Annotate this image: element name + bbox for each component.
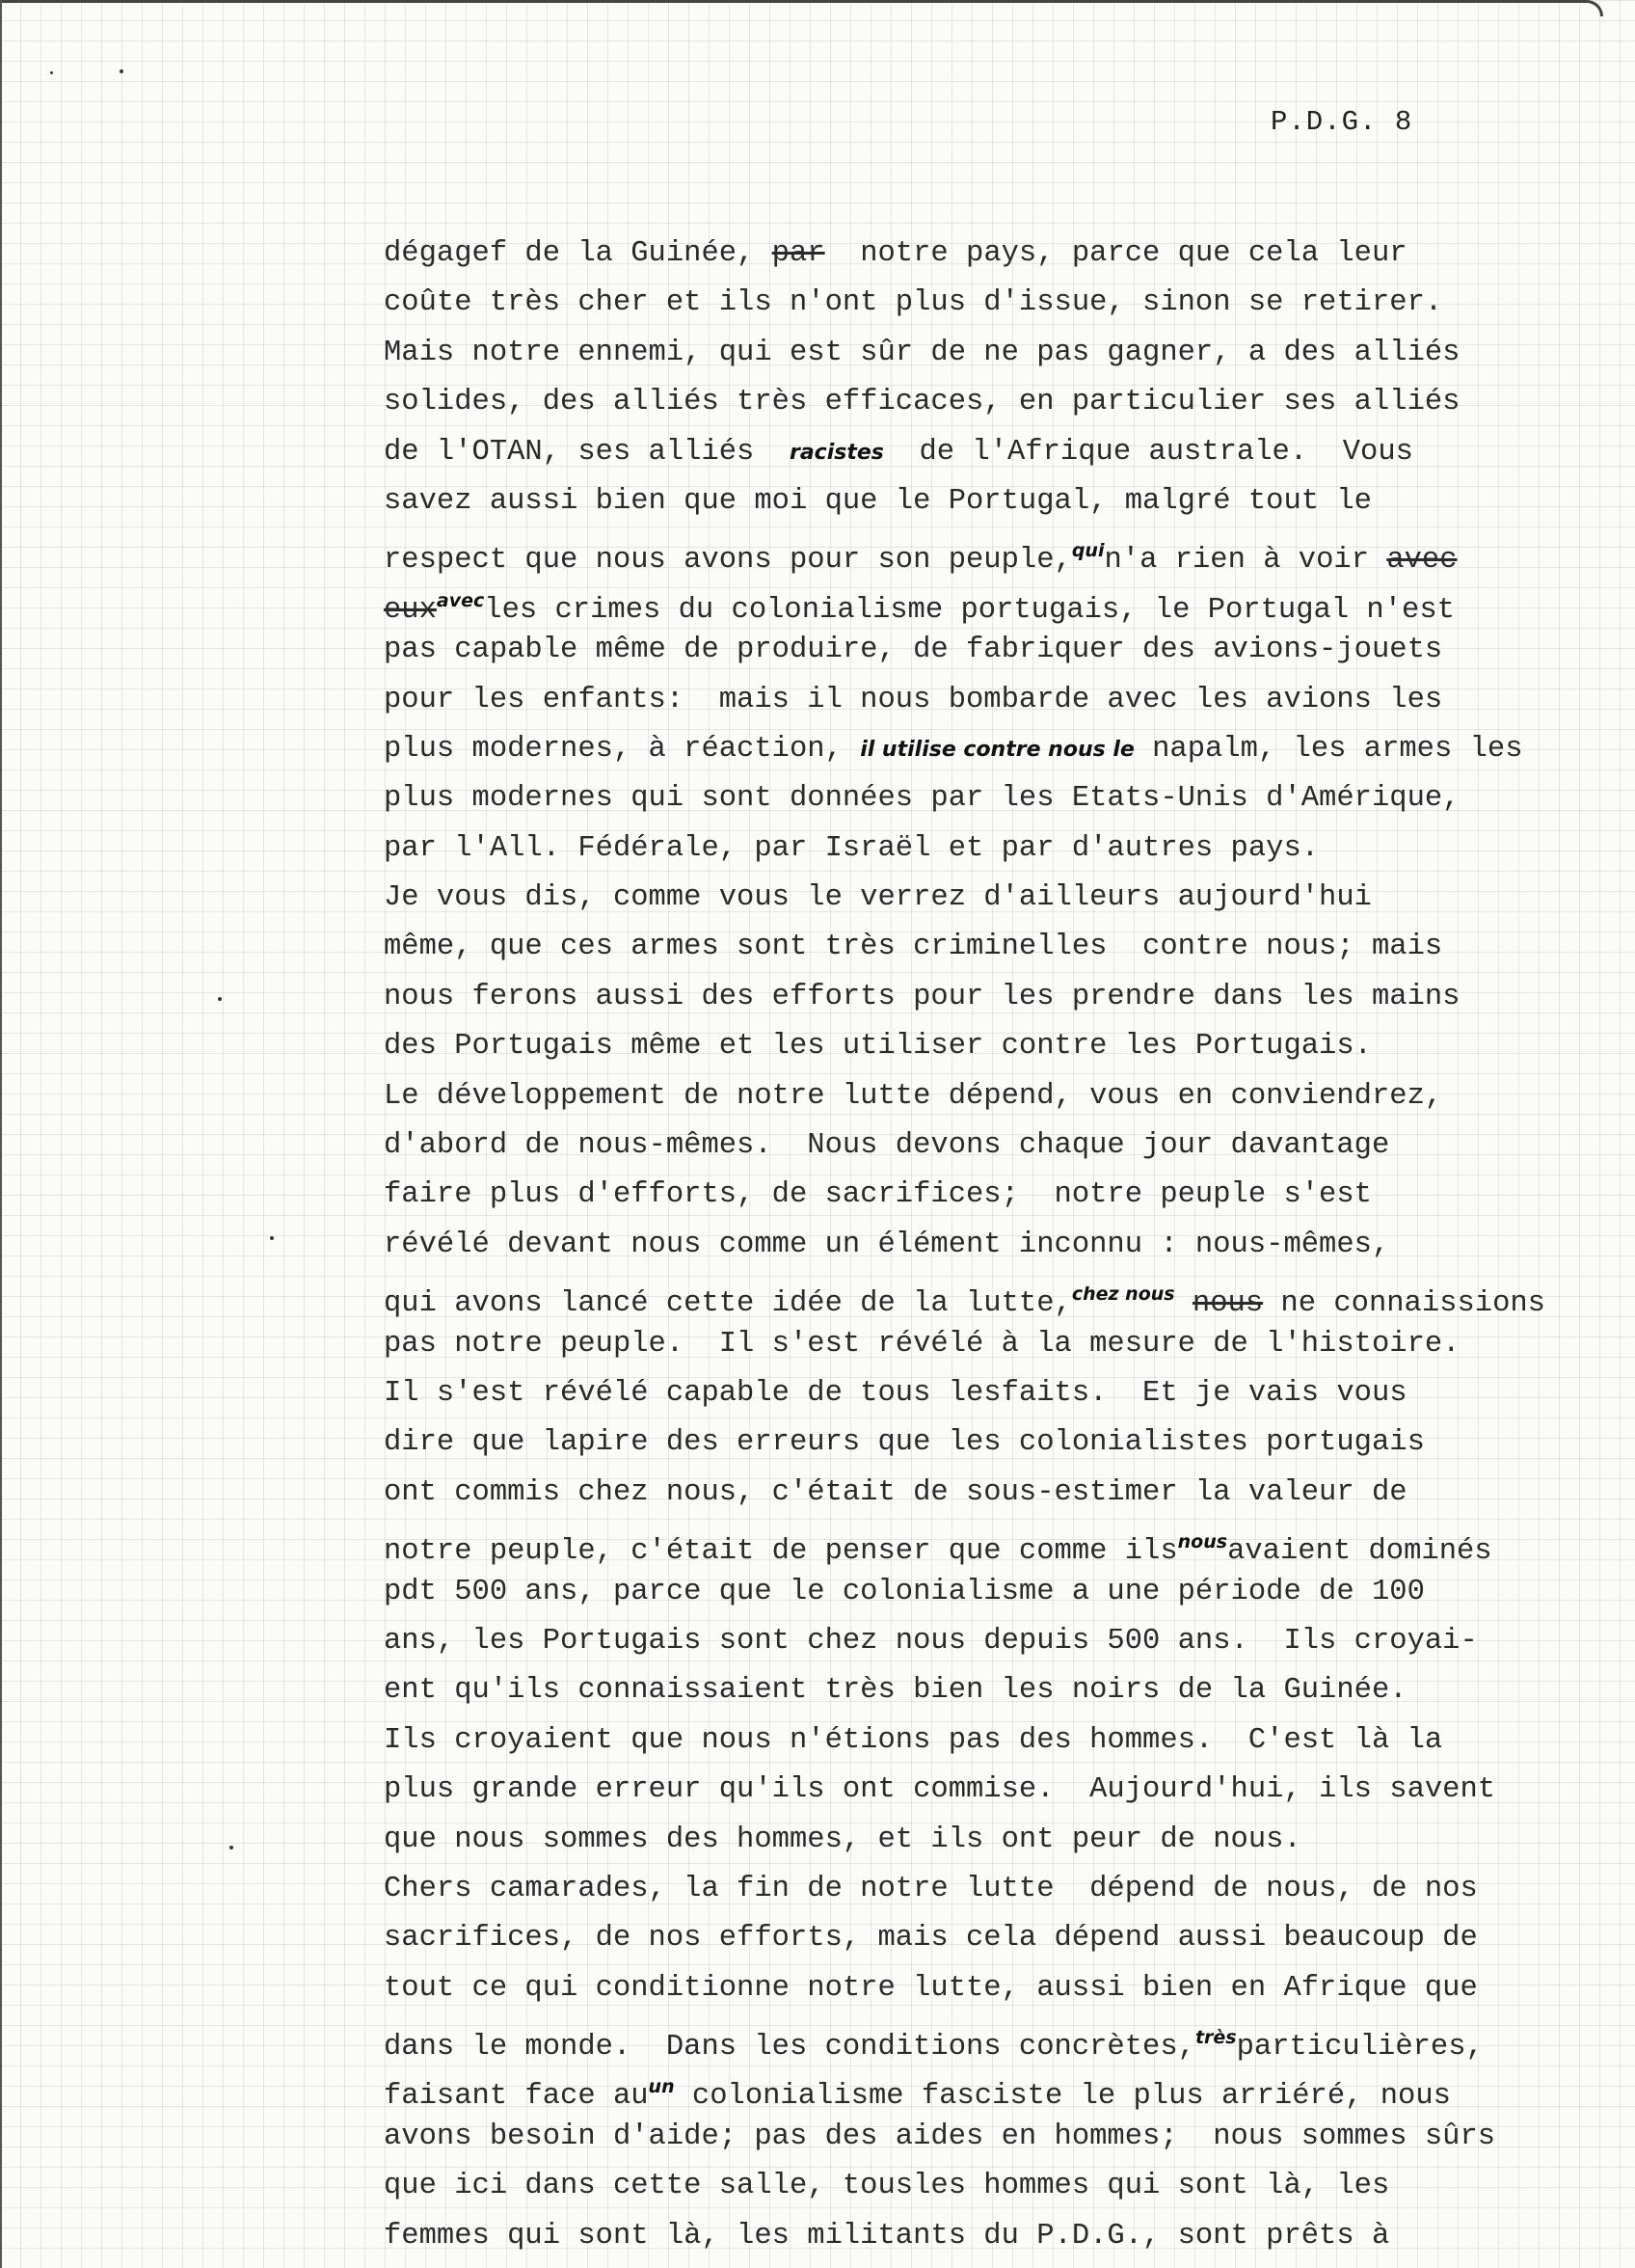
typed-text: dire que lapire des erreurs que les colonialistes portugais [384, 1426, 1425, 1460]
handwritten-annotation: il utilise contre nous le [860, 737, 1135, 762]
typed-text: dans le monde. Dans les conditions concrètes, [384, 2031, 1195, 2065]
typed-text: notre pays, parce que cela leur [824, 237, 1407, 270]
text-line [384, 1320, 1579, 1369]
typed-text: d'abord de nous-mêmes. Nous devons chaque jour davantage [384, 1129, 1390, 1163]
struck-through-text: nous [1192, 1287, 1264, 1321]
text-line [384, 378, 1579, 427]
typed-text: qui avons lancé cette idée de la lutte, [384, 1287, 1072, 1321]
text-line [384, 329, 1579, 378]
text-line [384, 626, 1579, 675]
typed-text [1175, 1287, 1193, 1320]
typed-text: des Portugais même et les utiliser contre les Portugais. [384, 1030, 1372, 1064]
typed-text: révélé devant nous comme un élément inconnu : nous-mêmes, [384, 1228, 1390, 1261]
paper-speck [229, 1846, 233, 1850]
typed-text: sacrifices, de nos efforts, mais cela dépend aussi beaucoup de [384, 1922, 1478, 1956]
text-line [384, 1022, 1579, 1071]
typed-text: Chers camarades, la fin de notre lutte dépend de nous, de nos [384, 1872, 1478, 1905]
text-line [384, 1914, 1579, 1963]
typed-text: que ici dans cette salle, tousles hommes qui sont là, les [384, 2170, 1390, 2203]
typed-text: Le développement de notre lutte dépend, vous en conviendrez, [384, 1079, 1443, 1113]
text-line [384, 774, 1579, 824]
text-line [384, 1270, 1579, 1319]
text-line [384, 279, 1579, 328]
typed-text: n'a rien à voir [1104, 544, 1387, 578]
typed-text: Ils croyaient que nous n'étions pas des hommes. C'est là la [384, 1723, 1443, 1757]
struck-through-text: eux [384, 593, 437, 627]
text-line [384, 230, 1579, 279]
text-line [384, 676, 1579, 725]
text-line [384, 725, 1579, 774]
text-line [384, 1617, 1579, 1666]
page-number-label: P.D.G. 8 [1271, 106, 1413, 138]
handwritten-annotation: racistes [789, 440, 884, 465]
typed-text: pour les enfants: mais il nous bombarde avec les avions les [384, 683, 1443, 716]
typed-text: Je vous dis, comme vous le verrez d'ailleurs aujourd'hui [384, 881, 1372, 915]
typed-text: les crimes du colonialisme portugais, le Portugal n'est [484, 593, 1455, 627]
text-line [384, 824, 1579, 874]
typed-text: dégagef de la Guinée, [384, 237, 772, 270]
typed-text: pas notre peuple. Il s'est révélé à la mesure de l'histoire. [384, 1327, 1461, 1361]
text-line [384, 477, 1579, 526]
typed-text: pas capable même de produire, de fabriquer des avions-jouets [384, 634, 1443, 667]
text-line [384, 2013, 1579, 2063]
typed-text: de l'Afrique australe. Vous [883, 435, 1413, 469]
text-line [384, 1369, 1579, 1418]
typed-text: solides, des alliés très efficaces, en particulier ses alliés [384, 386, 1461, 419]
paper-speck [218, 997, 222, 1001]
typed-text: ent qu'ils connaissaient très bien les noirs de la Guinée. [384, 1674, 1407, 1708]
typed-text: par l'All. Fédérale, par Israël et par d'autres pays. [384, 831, 1320, 865]
typed-text: plus modernes qui sont données par les Etats-Unis d'Amérique, [384, 782, 1461, 816]
typed-text: savez aussi bien que moi que le Portugal, malgré tout le [384, 484, 1372, 518]
page-top-edge [0, 0, 1603, 16]
typed-text: même, que ces armes sont très criminelles contre nous; mais [384, 931, 1443, 964]
handwritten-annotation: un [648, 2076, 675, 2098]
typed-text: notre peuple, c'était de penser que comme ils [384, 1535, 1178, 1569]
text-line [384, 1221, 1579, 1270]
typed-text: ont commis chez nous, c'était de sous-estimer la valeur de [384, 1475, 1407, 1509]
typed-text: femmes qui sont là, les militants du P.D.G., sont prêts à [384, 2219, 1390, 2253]
text-line [384, 1121, 1579, 1171]
text-line [384, 2162, 1579, 2211]
typed-text: Mais notre ennemi, qui est sûr de ne pas gagner, a des alliés [384, 336, 1461, 369]
handwritten-annotation: nous [1177, 1531, 1228, 1553]
text-line [384, 1171, 1579, 1220]
text-line [384, 1072, 1579, 1121]
typed-text: ne connaissions [1263, 1287, 1545, 1321]
typed-text: de l'OTAN, ses alliés [384, 435, 790, 469]
handwritten-annotation: avec [436, 589, 485, 611]
text-line [384, 1568, 1579, 1617]
handwritten-annotation: qui [1071, 540, 1105, 562]
typed-text: plus modernes, à réaction, [384, 732, 861, 766]
text-line [384, 1418, 1579, 1468]
page-left-edge [0, 0, 12, 2268]
struck-through-text: par [771, 237, 825, 270]
text-line [384, 2212, 1579, 2261]
typed-text: avaient dominés [1227, 1535, 1492, 1569]
text-line [384, 923, 1579, 972]
text-line [384, 1964, 1579, 2013]
typed-text: tout ce qui conditionne notre lutte, aussi bien en Afrique que [384, 1971, 1478, 2005]
paper-speck [50, 71, 53, 74]
text-line [384, 428, 1579, 477]
typed-text: faisant face au [384, 2080, 649, 2114]
text-line [384, 1469, 1579, 1518]
text-line [384, 973, 1579, 1022]
typed-text: avons besoin d'aide; pas des aides en hommes; nous sommes sûrs [384, 2120, 1496, 2153]
typed-text: ans, les Portugais sont chez nous depuis 500 ans. Ils croyai- [384, 1624, 1478, 1658]
text-line [384, 526, 1579, 576]
text-line [384, 577, 1579, 626]
typed-text: respect que nous avons pour son peuple, [384, 544, 1072, 578]
typed-text: Il s'est révélé capable de tous lesfaits. Et je vais vous [384, 1376, 1407, 1410]
handwritten-annotation: chez nous [1071, 1283, 1175, 1306]
text-line [384, 874, 1579, 923]
text-line [384, 1716, 1579, 1766]
text-line [384, 2063, 1579, 2112]
text-line [384, 1518, 1579, 1567]
typed-text: particulières, [1236, 2031, 1484, 2065]
paper-speck [120, 69, 123, 73]
typed-text: nous ferons aussi des efforts pour les prendre dans les mains [384, 980, 1461, 1013]
typed-text: colonialisme fasciste le plus arriéré, nous [674, 2080, 1451, 2114]
typed-text: napalm, les armes les [1134, 732, 1523, 766]
text-line [384, 1865, 1579, 1914]
typed-text: que nous sommes des hommes, et ils ont peur de nous. [384, 1822, 1301, 1856]
typed-text: coûte très cher et ils n'ont plus d'issue, sinon se retirer. [384, 286, 1443, 320]
typed-letter-body [384, 230, 1579, 2261]
typed-text: faire plus d'efforts, de sacrifices; notre peuple s'est [384, 1178, 1372, 1212]
typed-text: pdt 500 ans, parce que le colonialisme a une période de 100 [384, 1575, 1425, 1608]
handwritten-annotation: très [1194, 2027, 1237, 2049]
typed-text: plus grande erreur qu'ils ont commise. Aujourd'hui, ils savent [384, 1773, 1496, 1807]
text-line [384, 1766, 1579, 1815]
struck-through-text: avec [1386, 544, 1458, 578]
text-line [384, 1666, 1579, 1715]
text-line [384, 1816, 1579, 1865]
text-line [384, 2113, 1579, 2162]
paper-speck [270, 1236, 274, 1240]
